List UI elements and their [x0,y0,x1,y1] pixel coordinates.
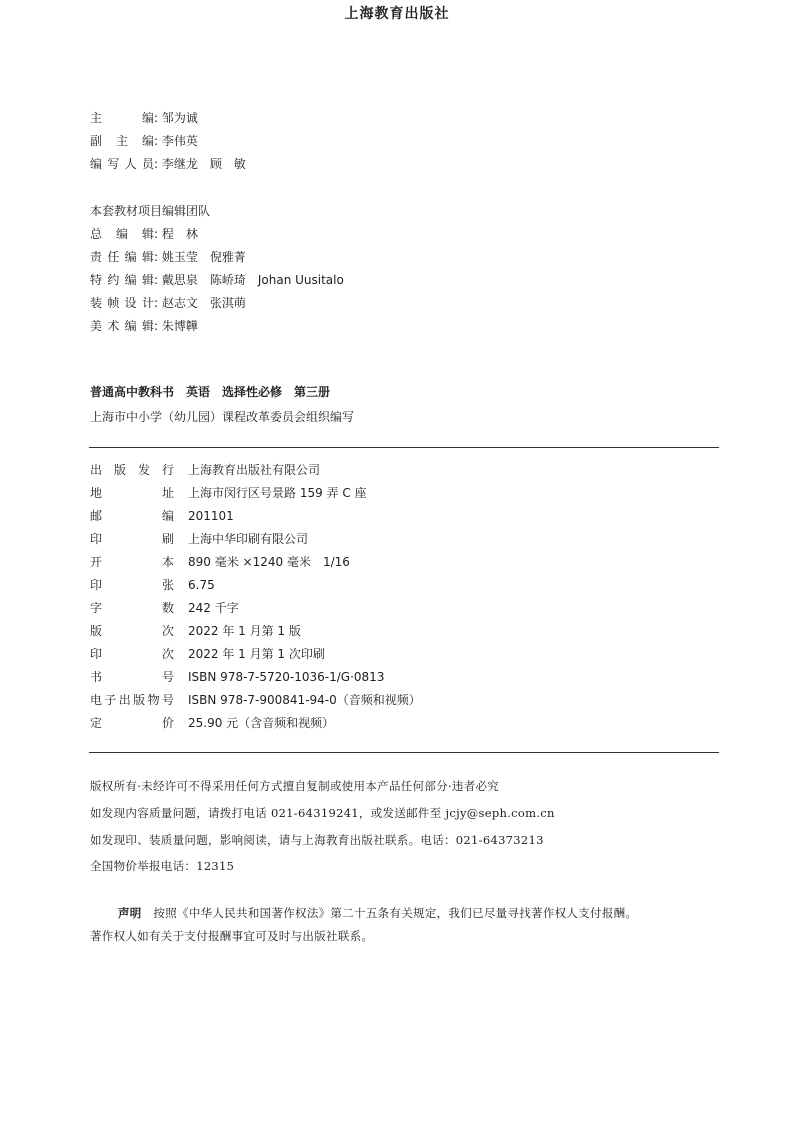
copyright-notice: 版权所有·未经许可不得采用任何方式擅自复制或使用本产品任何部分·违者必究 [90,779,500,793]
info-row-address: 地 址 上海市闵行区号景路 159 弄 C 座 [90,486,367,500]
statement-label: 声明 [118,906,142,920]
info-row-publisher [90,463,320,477]
credit-label: 编 写 人 员 [90,157,154,171]
info-key: 出 版 发 行 [90,463,174,477]
statement-line-1: 按照《中华人民共和国著作权法》第二十五条有关规定，我们已尽量寻找著作权人支付报酬。 [153,906,638,920]
info-row-format: 开 本 890 毫米 ×1240 毫米 1/16 [90,555,350,569]
publisher-header: 上海教育出版社 [344,6,450,22]
divider-top [89,447,719,448]
info-row-edition: 版 次 2022 年 1 月第 1 版 [90,624,301,638]
info-row-printing: 印 次 2022 年 1 月第 1 次印刷 [90,647,325,661]
team-member: 总 编 辑 : 程 林 [90,227,198,241]
print-quality-notice: 如发现印、装质量问题，影响阅读，请与上海教育出版社联系。电话：021-64373213 [90,833,544,847]
content-quality-notice: 如发现内容质量问题，请拨打电话 021-64319241，或发送邮件至 jcjy@seph.com.cn [90,806,555,820]
info-value: 上海教育出版社有限公司 [188,463,321,477]
book-compiler: 上海市中小学（幼儿园）课程改革委员会组织编写 [90,410,355,424]
credit-label: 副 主 编 [90,134,154,148]
info-row-printer: 印 刷 上海中华印刷有限公司 [90,532,309,546]
divider-bottom [89,752,719,753]
credit-chief-editor: 主 编 : 邹为诚 [90,111,198,125]
book-title: 普通高中教科书 英语 选择性必修 第三册 [90,385,331,399]
team-title: 本套教材项目编辑团队 [90,204,211,218]
credit-writers: 编 写 人 员 : 李继龙 顾 敏 [90,157,246,171]
info-row-electronic-isbn: 电 子 出 版 物 号 ISBN 978-7-900841-94-0（音频和视频） [90,693,421,707]
info-row-postcode: 邮 编 201101 [90,509,234,523]
info-row-word-count: 字 数 242 千字 [90,601,239,615]
credit-deputy-editor: 副 主 编 : 李伟英 [90,134,198,148]
statement-line-2: 著作权人如有关于支付报酬事宜可及时与出版社联系。 [90,929,374,943]
credit-value: 李伟英 [161,134,198,148]
team-member: 装 帧 设 计 : 赵志文 张淇萌 [90,296,246,310]
team-member: 特 约 编 辑 : 戴思泉 陈峤琦 Johan Uusitalo [90,273,344,287]
info-row-isbn: 书 号 ISBN 978-7-5720-1036-1/G·0813 [90,670,385,684]
credit-label: 主 编 [90,111,154,125]
price-report-notice: 全国物价举报电话：12315 [90,859,235,873]
team-member: 美 术 编 辑 : 朱博韡 [90,319,198,333]
info-row-price: 定 价 25.90 元（含音频和视频） [90,716,335,730]
credit-value: 邹为诚 [161,111,198,125]
credit-value: 李继龙 顾 敏 [161,157,246,171]
team-member: 责 任 编 辑 : 姚玉莹 倪雅菁 [90,250,246,264]
info-row-sheets: 印 张 6.75 [90,578,215,592]
